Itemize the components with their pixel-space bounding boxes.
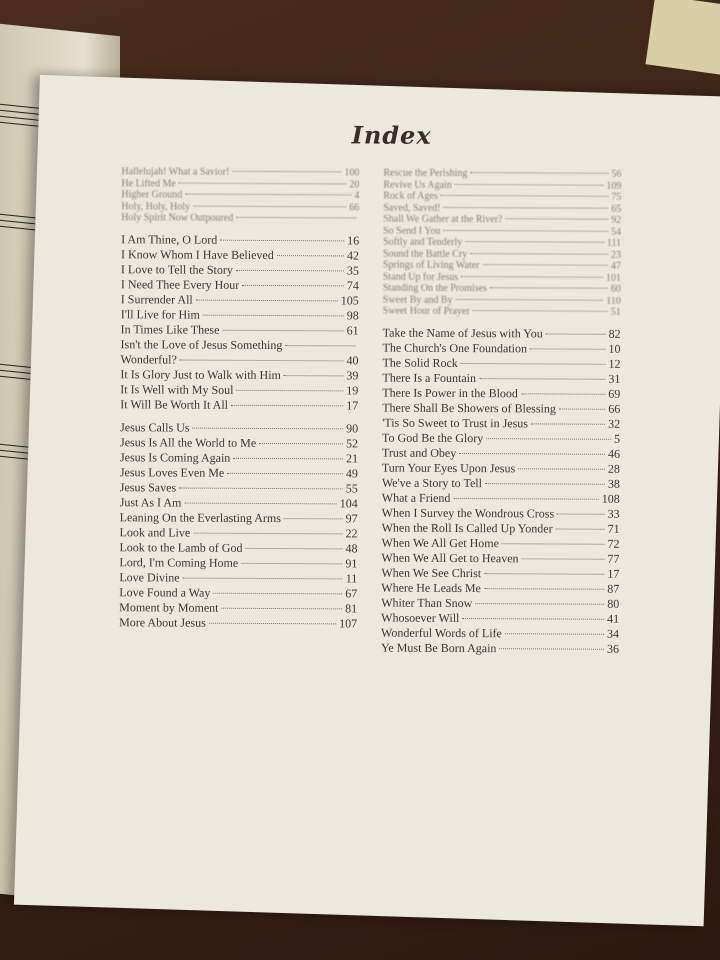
staff-line	[0, 122, 40, 127]
entry-page: 49	[345, 465, 358, 480]
dot-leader	[209, 622, 336, 624]
entry-page: 82	[608, 326, 621, 341]
entry-title: Saved, Saved!	[383, 202, 441, 214]
entry-title: Look and Live	[119, 524, 191, 540]
entry-page: 42	[346, 247, 360, 262]
dot-leader	[184, 502, 336, 504]
index-group	[119, 420, 358, 631]
entry-title: Look to the Lamb of God	[119, 539, 243, 555]
entry-page: 21	[345, 450, 359, 465]
entry-title: It Will Be Worth It All	[120, 396, 229, 412]
entry-title: The Solid Rock	[382, 355, 458, 370]
entry-page: 75	[611, 191, 622, 203]
staff-line	[0, 214, 40, 219]
dot-leader	[559, 408, 605, 409]
index-group	[381, 325, 621, 656]
entry-page: 61	[346, 322, 359, 337]
dot-leader	[236, 389, 343, 391]
entry-page: 31	[608, 371, 621, 386]
entry-page: 87	[607, 581, 620, 596]
index-entry	[119, 585, 357, 601]
entry-page: 74	[346, 277, 359, 292]
entry-page: 47	[610, 260, 622, 272]
entry-page: 11	[345, 570, 358, 585]
dot-leader	[236, 217, 356, 219]
index-entry	[121, 322, 359, 338]
entry-title: It Is Glory Just to Walk with Him	[120, 366, 281, 382]
entry-title: Stand Up for Jesus	[382, 271, 459, 283]
entry-title: Higher Ground	[121, 189, 183, 201]
dot-leader	[484, 573, 604, 575]
entry-page: 110	[606, 295, 621, 307]
entry-page: 71	[607, 521, 620, 536]
index-entry	[381, 580, 619, 596]
entry-title: I Am Thine, O Lord	[121, 231, 218, 247]
entry-title: Where He Leads Me	[381, 580, 481, 595]
index-column-right	[381, 168, 622, 657]
entry-page: 77	[607, 551, 620, 566]
dot-leader	[222, 329, 343, 331]
entry-page: 81	[345, 600, 358, 615]
staff-line	[0, 226, 40, 231]
dot-leader	[470, 172, 608, 174]
entry-title: Ye Must Be Born Again	[380, 640, 497, 655]
index-entry	[120, 525, 358, 541]
entry-title: More About Jesus	[119, 614, 206, 630]
entry-title: Revive Us Again	[383, 179, 452, 191]
dot-leader	[521, 393, 605, 394]
entry-page: 41	[607, 611, 620, 626]
dot-leader	[232, 171, 341, 173]
entry-page: 55	[345, 480, 358, 495]
staff-line	[0, 110, 40, 115]
dot-leader	[462, 618, 604, 620]
entry-title: It Is Well with My Soul	[120, 381, 234, 397]
entry-page: 108	[601, 491, 620, 506]
dot-leader	[482, 264, 608, 266]
entry-title: Isn't the Love of Jesus Something	[120, 336, 283, 352]
dot-leader	[556, 528, 605, 529]
entry-title: Take the Name of Jesus with You	[382, 325, 543, 340]
entry-title: Standing On the Promises	[382, 282, 488, 295]
entry-title: Moment by Moment	[119, 599, 219, 615]
dot-leader	[203, 314, 344, 316]
dot-leader	[196, 299, 338, 301]
entry-page: 34	[607, 626, 620, 641]
entry-title: Wonderful Words of Life	[381, 625, 502, 640]
index-entry	[121, 292, 359, 308]
dot-leader	[231, 404, 343, 406]
index-entry	[121, 307, 359, 323]
dot-leader	[546, 333, 606, 334]
index-entry	[120, 465, 358, 481]
dot-leader	[233, 457, 343, 459]
entry-title: Holy, Holy, Holy	[121, 200, 191, 213]
entry-page: 36	[606, 641, 620, 656]
entry-page: 5	[614, 431, 621, 446]
entry-page: 52	[346, 435, 359, 450]
entry-title: The Church's One Foundation	[382, 340, 528, 355]
entry-page: 46	[607, 446, 621, 461]
entry-page: 40	[346, 352, 359, 367]
entry-title: I Know Whom I Have Believed	[121, 246, 274, 262]
entry-page: 51	[610, 306, 621, 318]
entry-title: Jesus Loves Even Me	[119, 464, 225, 480]
dot-leader	[490, 287, 608, 289]
index-entry	[120, 495, 358, 511]
index-group	[383, 168, 622, 319]
dot-leader	[518, 468, 605, 469]
dot-leader	[227, 472, 343, 474]
index-entry	[121, 247, 359, 263]
entry-title: When the Roll Is Called Up Yonder	[381, 520, 553, 535]
dot-leader	[505, 218, 608, 220]
entry-page: 66	[349, 201, 360, 213]
entry-page: 107	[339, 615, 358, 630]
index-entry	[382, 475, 620, 491]
entry-title: Softly and Tenderly	[383, 236, 463, 249]
entry-title: Jesus Is All the World to Me	[120, 434, 257, 450]
entry-title: Sound the Battle Cry	[383, 248, 468, 260]
entry-page: 66	[608, 401, 621, 416]
index-column-left	[119, 166, 360, 655]
index-entry	[120, 480, 358, 496]
entry-page: 56	[611, 168, 622, 180]
dot-leader	[470, 253, 608, 255]
index-entry	[121, 232, 359, 248]
entry-title: He Lifted Me	[121, 177, 176, 190]
staff-line	[0, 104, 40, 109]
index-group	[121, 166, 359, 225]
entry-title: I Surrender All	[120, 291, 193, 307]
index-entry	[120, 352, 358, 368]
dot-leader	[193, 205, 346, 207]
staff-line	[0, 116, 40, 121]
dot-leader	[185, 194, 351, 196]
entry-page: 65	[611, 203, 622, 215]
entry-title: There Is a Fountain	[382, 370, 477, 385]
entry-page: 111	[606, 237, 622, 249]
dot-leader	[241, 562, 342, 564]
index-entry	[382, 490, 620, 506]
dot-leader	[441, 195, 609, 197]
dot-leader	[473, 310, 608, 312]
entry-title: In Times Like These	[120, 321, 220, 337]
index-group	[120, 232, 359, 413]
entry-title: Jesus Is Coming Again	[119, 449, 231, 465]
entry-title: I Need Thee Every Hour	[120, 276, 240, 292]
index-entry	[382, 445, 620, 461]
entry-title: Sweet Hour of Prayer	[382, 305, 470, 318]
dot-leader	[183, 577, 343, 579]
dot-leader	[455, 183, 604, 185]
entry-page: 80	[607, 596, 620, 611]
entry-page: 98	[346, 307, 359, 322]
entry-page: 72	[607, 536, 620, 551]
index-columns	[119, 166, 622, 656]
entry-title: Whiter Than Snow	[381, 595, 473, 610]
entry-title: So Send I You	[383, 225, 441, 237]
dot-leader	[486, 438, 611, 440]
dot-leader	[259, 442, 343, 443]
entry-page: 48	[345, 540, 358, 555]
index-entry	[381, 535, 619, 551]
entry-title: Just As I Am	[119, 494, 182, 510]
entry-page: 4	[354, 190, 360, 202]
entry-page: 100	[344, 167, 360, 179]
dot-leader	[459, 452, 605, 454]
dot-leader	[557, 513, 605, 514]
entry-page: 10	[608, 341, 621, 356]
dot-leader	[193, 532, 342, 534]
entry-title: Wonderful?	[120, 351, 177, 367]
index-page	[14, 75, 720, 926]
entry-page: 69	[608, 386, 621, 401]
dot-leader	[242, 284, 344, 286]
entry-title: There Shall Be Showers of Blessing	[382, 400, 556, 416]
index-entry	[120, 450, 358, 466]
index-entry	[383, 325, 621, 341]
entry-page: 33	[607, 506, 620, 521]
dot-leader	[285, 345, 355, 346]
entry-title: Shall We Gather at the River?	[383, 213, 503, 226]
dot-leader	[479, 378, 605, 380]
entry-title: Trust and Obey	[381, 445, 457, 460]
index-entry	[382, 430, 620, 446]
entry-page: 19	[346, 382, 359, 397]
index-entry	[119, 555, 357, 571]
entry-page: 91	[345, 555, 358, 570]
entry-page: 104	[339, 495, 358, 510]
index-entry	[383, 306, 621, 319]
entry-page: 16	[347, 232, 360, 247]
entry-page: 97	[345, 510, 358, 525]
index-entry	[381, 550, 619, 566]
index-entry	[119, 570, 357, 586]
entry-page: 20	[349, 178, 360, 190]
entry-page: 54	[611, 226, 622, 238]
dot-leader	[443, 229, 608, 231]
dot-leader	[179, 182, 347, 184]
dot-leader	[192, 427, 343, 429]
entry-page: 92	[611, 214, 622, 226]
entry-title: Whosoever Will	[381, 610, 460, 625]
entry-page: 105	[340, 292, 359, 307]
entry-title: Holy Spirit Now Outpoured	[121, 212, 234, 224]
entry-title: 'Tis So Sweet to Trust in Jesus	[382, 415, 528, 430]
dot-leader	[484, 588, 604, 590]
index-entry	[120, 367, 358, 383]
entry-title: Turn Your Eyes Upon Jesus	[381, 460, 516, 475]
index-entry	[119, 615, 357, 631]
index-entry	[382, 505, 620, 521]
entry-page: 90	[346, 420, 359, 435]
entry-title: When We All Get Home	[381, 535, 500, 550]
entry-page: 22	[345, 525, 358, 540]
index-entry	[120, 420, 358, 436]
dot-leader	[284, 375, 344, 376]
index-entry	[381, 640, 619, 656]
page-title: Index	[351, 120, 432, 150]
paper-edge	[646, 0, 720, 75]
index-entry	[119, 600, 357, 616]
index-entry	[121, 262, 359, 278]
entry-title: There Is Power in the Blood	[382, 385, 518, 400]
entry-page: 17	[346, 397, 359, 412]
entry-title: Sweet By and By	[382, 294, 453, 306]
entry-title: Love Divine	[119, 569, 180, 585]
dot-leader	[220, 239, 344, 241]
dot-leader	[465, 241, 604, 243]
entry-title: Rescue the Perishing	[383, 167, 468, 180]
entry-title: When We All Get to Heaven	[381, 550, 519, 565]
index-entry	[381, 565, 619, 581]
index-entry	[381, 625, 619, 641]
dot-leader	[502, 543, 605, 545]
index-entry	[382, 415, 620, 431]
dot-leader	[444, 206, 609, 208]
dot-leader	[213, 592, 342, 594]
dot-leader	[485, 483, 605, 485]
entry-title: Rock of Ages	[383, 190, 438, 202]
dot-leader	[475, 603, 604, 605]
index-entry	[121, 277, 359, 293]
dot-leader	[531, 423, 605, 424]
index-entry	[120, 397, 358, 413]
dot-leader	[245, 547, 342, 549]
entry-title: We've a Story to Tell	[381, 475, 483, 490]
dot-leader	[499, 648, 604, 650]
index-entry	[382, 400, 620, 416]
entry-title: To God Be the Glory	[382, 430, 484, 445]
dot-leader	[453, 497, 598, 499]
index-entry	[383, 340, 621, 356]
index-entry	[121, 212, 359, 225]
entry-page: 109	[606, 180, 622, 192]
index-entry	[381, 595, 619, 611]
entry-page: 12	[608, 356, 621, 371]
entry-title: Jesus Calls Us	[120, 419, 190, 435]
entry-page: 67	[345, 585, 358, 600]
index-entry	[120, 382, 358, 398]
entry-page: 32	[608, 416, 621, 431]
entry-page: 38	[607, 476, 620, 491]
dot-leader	[179, 487, 343, 489]
index-entry	[382, 385, 620, 401]
dot-leader	[180, 359, 344, 361]
index-entry	[382, 520, 620, 536]
entry-title: Lord, I'm Coming Home	[119, 554, 239, 570]
dot-leader	[222, 607, 343, 609]
entry-title: What a Friend	[381, 490, 451, 505]
dot-leader	[456, 298, 604, 300]
entry-page: 23	[611, 249, 622, 261]
dot-leader	[236, 269, 344, 271]
entry-page: 28	[607, 461, 620, 476]
entry-page: 17	[607, 566, 620, 581]
index-entry	[121, 337, 359, 353]
entry-title: I Love to Tell the Story	[120, 261, 233, 277]
entry-page: 60	[610, 283, 621, 295]
entry-title: Hallelujah! What a Savior!	[121, 166, 230, 178]
dot-leader	[461, 363, 606, 365]
dot-leader	[284, 518, 343, 519]
entry-page: 39	[346, 367, 359, 382]
entry-title: Love Found a Way	[119, 584, 211, 600]
entry-page: 101	[605, 272, 621, 284]
entry-title: Jesus Saves	[119, 479, 177, 495]
index-entry	[382, 355, 620, 371]
dot-leader	[277, 255, 344, 256]
index-entry	[381, 610, 619, 626]
dot-leader	[522, 558, 605, 559]
index-entry	[382, 370, 620, 386]
page-content	[119, 119, 622, 656]
entry-title: I'll Live for Him	[120, 306, 200, 322]
entry-page: 35	[346, 262, 359, 277]
index-entry	[382, 460, 620, 476]
index-entry	[120, 510, 358, 526]
dot-leader	[505, 633, 604, 635]
index-entry	[120, 435, 358, 451]
entry-title: When I Survey the Wondrous Cross	[381, 505, 555, 520]
dot-leader	[530, 348, 606, 349]
dot-leader	[461, 276, 603, 278]
entry-title: Leaning On the Everlasting Arms	[119, 509, 281, 525]
entry-title: When We See Christ	[381, 565, 482, 580]
staff-line	[0, 220, 40, 225]
entry-title: Springs of Living Water	[382, 259, 480, 272]
index-entry	[119, 540, 357, 556]
